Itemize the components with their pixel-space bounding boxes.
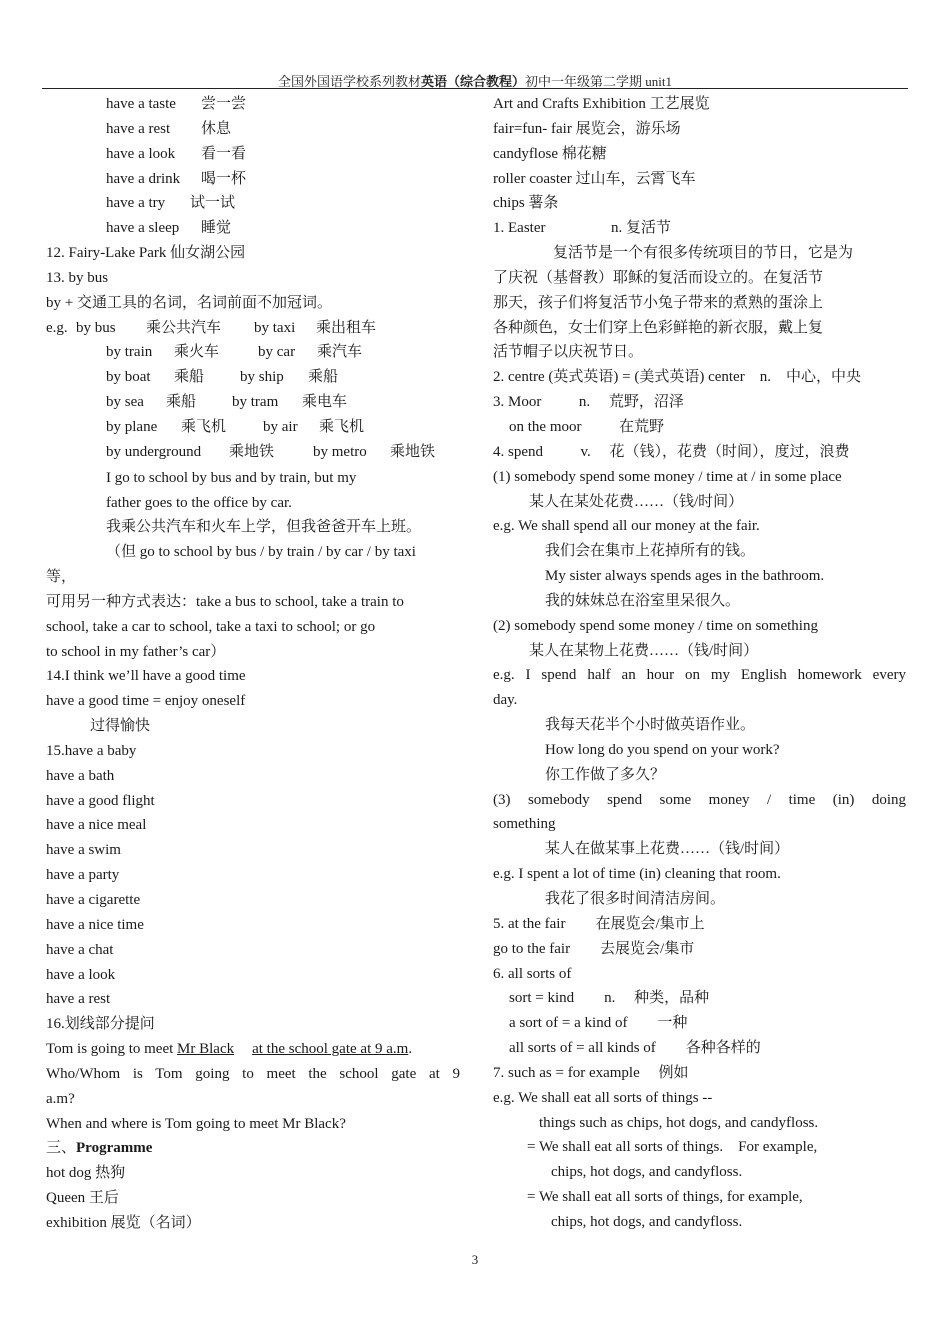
item-14: 14.I think we’ll have a good time: [46, 668, 246, 685]
transport-row: by sea 乘船 by tram 乘电车: [106, 394, 348, 411]
transport-row: by underground 乘地铁 by metro 乘地铁: [106, 443, 436, 460]
have-phrase: have a taste 尝一尝: [106, 96, 247, 112]
spend-entry: 4. spend v. 花（钱），花费（时间），度过，浪费: [493, 443, 850, 460]
spend-example-translation: 我的妹妹总在浴室里呆很久。: [545, 592, 741, 609]
header-rule: [42, 88, 908, 89]
note-line: school, take a car to school, take a taxi to school; or go: [46, 618, 376, 635]
item-13: 13. by bus: [46, 269, 109, 286]
fair-entry: 5. at the fair 在展览会/集市上: [493, 915, 705, 932]
easter-description: 复活节是一个有很多传统项目的节日，它是为: [553, 245, 854, 262]
spend-pattern: (2) somebody spend some money / time on something: [493, 617, 818, 634]
spend-example: e.g. We shall spend all our money at the fair.: [493, 518, 760, 535]
have-list-item: have a swim: [46, 842, 121, 859]
spend-pattern-translation: 某人在某处花费……（钱/时间）: [529, 493, 744, 510]
spend-example: e.g. I spent a lot of time (in) cleaning that room.: [493, 866, 781, 883]
such-as-example: chips, hot dogs, and candyfloss.: [551, 1164, 743, 1181]
example-translation: 我乘公共汽车和火车上学，但我爸爸开车上班。: [106, 519, 422, 536]
have-list-item: have a rest: [46, 991, 111, 1008]
by-rule: by + 交通工具的名词，名词前面不加冠词。: [46, 294, 332, 311]
have-phrase: have a sleep 睡觉: [106, 220, 232, 237]
transport-row: e.g. by bus 乘公共汽车 by taxi 乘出租车: [46, 319, 377, 336]
example-sentence: father goes to the office by car.: [106, 494, 292, 511]
spend-example-translation: 你工作做了多久？: [545, 766, 666, 783]
moor-entry: 3. Moor n. 荒野，沼泽: [493, 394, 684, 411]
easter-entry: 1. Easter n. 复活节: [493, 220, 672, 237]
spend-example: day.: [493, 692, 518, 709]
question-answer: a.m?: [46, 1090, 75, 1107]
have-list-item: have a party: [46, 867, 120, 884]
have-list-item: have a cigarette: [46, 892, 141, 908]
question-answer: When and where is Tom going to meet Mr Black?: [46, 1115, 346, 1132]
spend-pattern-translation: 某人在做某事上花费……（钱/时间）: [545, 841, 790, 858]
underlined-object: Mr Black: [177, 1041, 235, 1058]
item-12: 12. Fairy-Lake Park 仙女湖公园: [46, 245, 246, 262]
moor-example: on the moor 在荒野: [509, 418, 664, 435]
page-number: 3: [471, 1252, 479, 1267]
vocab-item: Art and Crafts Exhibition 工艺展览: [493, 96, 710, 112]
underlined-place-time: at the school gate at 9 a.m: [252, 1041, 409, 1058]
vocab-item: chips 薯条: [493, 195, 559, 212]
such-as-example: e.g. We shall eat all sorts of things --: [493, 1089, 713, 1106]
item-16: 16.划线部分提问: [46, 1016, 155, 1033]
have-phrase: have a look 看一看: [106, 145, 247, 162]
note-line: 等，: [46, 569, 77, 586]
spend-pattern: (3) somebody spend some money / time (in) doing: [493, 791, 906, 808]
header-prefix: 全国外国语学校系列教材: [277, 74, 421, 89]
have-phrase: have a drink 喝一杯: [106, 170, 247, 187]
sorts-detail: sort = kind n. 种类，品种: [509, 990, 710, 1007]
vocab-item: candyflose 棉花糖: [493, 145, 607, 162]
note-line: to school in my father’s car）: [46, 643, 226, 660]
spend-example-translation: 我每天花半个小时做英语作业。: [545, 717, 756, 734]
have-list-item: have a bath: [46, 767, 115, 784]
easter-description: 了庆祝（基督教）耶稣的复活而设立的。在复活节: [493, 269, 824, 286]
transport-row: by train 乘火车 by car 乘汽车: [106, 344, 363, 361]
sorts-detail: a sort of = a kind of 一种: [509, 1015, 688, 1032]
easter-description: 那天，孩子们将复活节小兔子带来的煮熟的蛋涂上: [493, 294, 824, 311]
left-column: [46, 92, 460, 1236]
such-as-example: = We shall eat all sorts of things. For example,: [527, 1139, 818, 1156]
note-line: 可用另一种方式表达：take a bus to school, take a train to: [46, 593, 404, 610]
sorts-entry: 6. all sorts of: [493, 965, 572, 982]
item-15: 15.have a baby: [46, 742, 137, 759]
note-line: （但 go to school by bus / by train / by car / by taxi: [106, 544, 416, 561]
question-sentence: Tom is going to meet Mr Black at the school gate at 9 a.m.: [46, 1041, 413, 1058]
section-heading: 三、Programme: [46, 1140, 153, 1157]
spend-example: My sister always spends ages in the bathroom.: [545, 568, 825, 585]
spend-example-translation: 我花了很多时间清洁房间。: [545, 891, 726, 907]
have-list-item: have a nice meal: [46, 817, 147, 834]
vocab-item: hot dog 热狗: [46, 1165, 126, 1182]
easter-description: 各种颜色，女士们穿上色彩鲜艳的新衣服，戴上复: [493, 319, 824, 336]
have-phrase: have a rest 休息: [106, 120, 232, 137]
have-list-item: have a chat: [46, 941, 114, 958]
vocab-item: Queen 王后: [46, 1190, 119, 1207]
item-14-phrase: have a good time = enjoy oneself: [46, 693, 246, 710]
have-list-item: have a good flight: [46, 792, 155, 809]
right-column: [493, 92, 906, 1235]
have-phrase: have a try 试一试: [106, 195, 236, 212]
spend-pattern-translation: 某人在某物上花费……（钱/时间）: [529, 642, 759, 659]
vocab-item: exhibition 展览（名词）: [46, 1214, 201, 1231]
spend-pattern: (1) somebody spend some money / time at / in some place: [493, 468, 842, 485]
example-sentence: I go to school by bus and by train, but my: [106, 469, 357, 486]
header-bold: 英语（综合教程）: [421, 74, 526, 89]
item-14-translation: 过得愉快: [90, 718, 151, 735]
easter-description: 活节帽子以庆祝节日。: [493, 344, 644, 361]
such-as-example: chips, hot dogs, and candyfloss.: [551, 1213, 743, 1230]
header-suffix: 初中一年级第二学期 unit1: [525, 74, 672, 89]
centre-entry: 2. centre (英式英语) = (美式英语) center n. 中心，中央: [493, 369, 861, 386]
spend-example-translation: 我们会在集市上花掉所有的钱。: [545, 543, 756, 560]
vocab-item: roller coaster 过山车，云霄飞车: [493, 170, 696, 187]
vocab-item: fair=fun- fair 展览会，游乐场: [493, 120, 681, 137]
such-as-example: = We shall eat all sorts of things, for example,: [527, 1189, 803, 1206]
sorts-detail: all sorts of = all kinds of 各种各样的: [509, 1040, 761, 1057]
spend-example: e.g. I spend half an hour on my English homework every: [493, 667, 906, 684]
transport-row: by plane 乘飞机 by air 乘飞机: [106, 418, 365, 435]
such-as-example: things such as chips, hot dogs, and candyfloss.: [539, 1114, 819, 1131]
question-answer: Who/Whom is Tom going to meet the school gate at 9: [46, 1065, 460, 1082]
fair-entry: go to the fair 去展览会/集市: [493, 940, 695, 957]
such-as-entry: 7. such as = for example 例如: [493, 1064, 689, 1081]
spend-pattern: something: [493, 816, 556, 833]
have-list-item: have a nice time: [46, 916, 144, 933]
spend-example: How long do you spend on your work?: [545, 741, 780, 758]
have-list-item: have a look: [46, 966, 116, 983]
transport-row: by boat 乘船 by ship 乘船: [106, 369, 339, 386]
